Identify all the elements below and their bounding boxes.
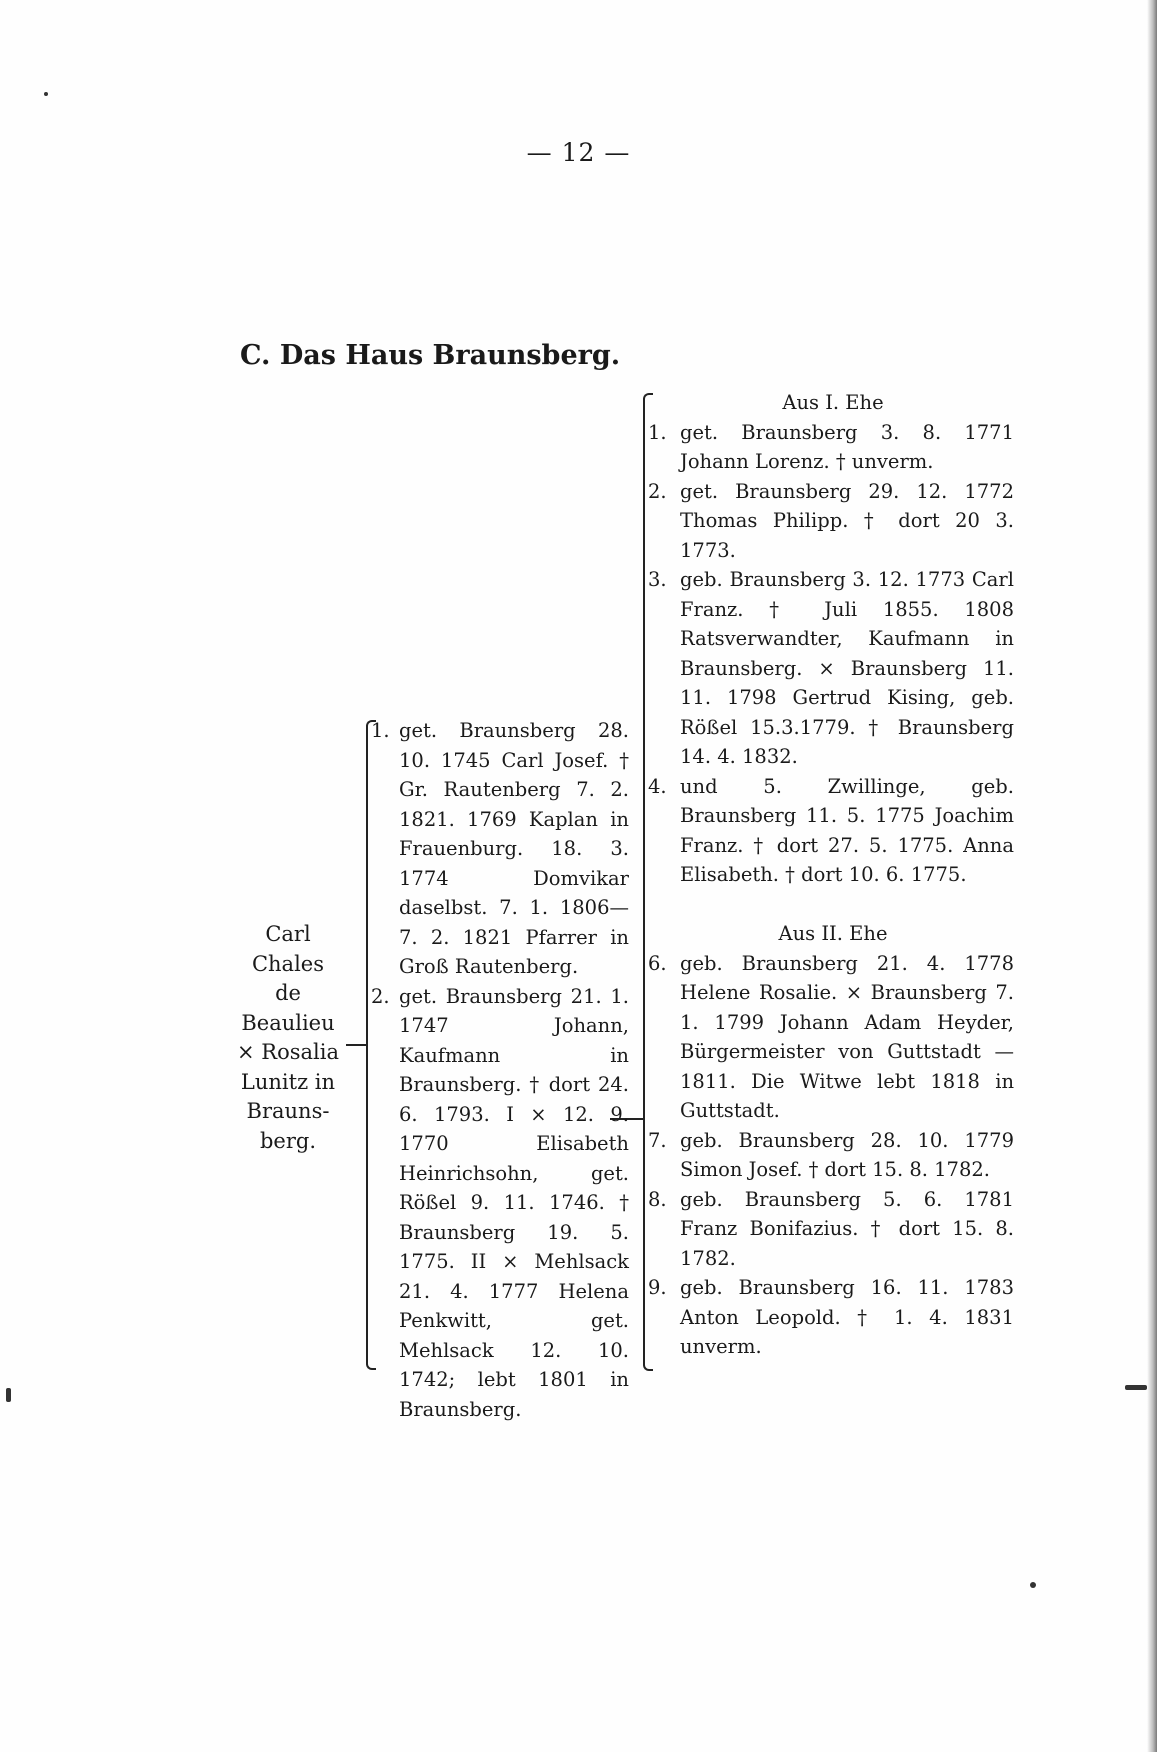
connector-line [346,1044,366,1046]
entry-text: und 5. Zwillinge, geb. Braunsberg 11. 5. 1775 Joachim Franz. † dort 27. 5. 1775. Anna Elisabeth. † dort 10. 6. 1775. [680,774,1014,886]
root-person-line: Beaulieu [241,1010,335,1035]
page-number: — 12 — [526,138,631,167]
root-person-line: × Rosalia [237,1040,339,1064]
list-item [371,716,629,982]
entry-number: 2. [371,984,390,1008]
list-item [648,772,1014,890]
entry-text: get. Braunsberg 29. 12. 1772 Thomas Philipp. † dort 20 3. 1773. [680,479,1014,562]
speck [1030,1582,1036,1588]
root-person-line: Brauns- [246,1099,330,1123]
spacer [652,890,1014,920]
root-person-line: Carl [265,922,311,946]
list-item [648,1273,1014,1362]
list-item [648,565,1014,772]
entry-number: 7. [648,1128,667,1152]
entry-text: get. Braunsberg 3. 8. 1771 Johann Lorenz. † unverm. [680,420,1014,473]
list-item [371,982,629,1425]
list-item [648,418,1014,477]
root-person-line: Lunitz in [240,1069,336,1094]
entry-number: 6. [648,951,667,975]
speck [6,1388,11,1402]
entry-number: 4. [648,774,667,798]
root-person-line: de [275,981,301,1005]
entry-text: geb. Braunsberg 3. 12. 1773 Carl Franz. † Juli 1855. 1808 Ratsverwandter, Kaufmann in Braunsberg. × Braunsberg 11. 11. 1798 Gertrud Kising, geb. Rößel 15.3.1779. † Braunsberg 14. 4. 1832. [680,568,1014,768]
section-title: C. Das Haus Braunsberg. [240,340,621,371]
root-person-line: Chales [251,951,325,976]
entry-text: geb. Braunsberg 5. 6. 1781 Franz Bonifazius. † dort 15. 8. 1782. [680,1187,1014,1270]
entry-number: 3. [648,568,667,591]
entry-text: geb. Braunsberg 16. 11. 1783 Anton Leopold. † 1. 4. 1831 unverm. [680,1276,1014,1358]
list-item [648,1126,1014,1185]
entry-number: 8. [648,1187,667,1211]
list-item [648,949,1014,1126]
speck [1125,1385,1147,1390]
entry-text: geb. Braunsberg 21. 4. 1778 Helene Rosalie. × Braunsberg 7. 1. 1799 Johann Adam Heyder, Bürgermeister von Guttstadt — 1811. Die Witwe lebt 1818 in Guttstadt. [680,951,1014,1122]
generation3-list [648,388,1014,1362]
generation2-list [371,716,629,1424]
entry-number: 2. [648,479,667,503]
root-person [234,920,342,1156]
entry-text: get. Braunsberg 28. 10. 1745 Carl Josef. † Gr. Rautenberg 7. 2. 1821. 1769 Kaplan in Frauenburg. 18. 3. 1774 Domvikar daselbst. 7. 1. 1806—7. 2. 1821 Pfarrer in Groß Rautenberg. [399,719,629,978]
entry-text: get. Braunsberg 21. 1. 1747 Johann, Kaufmann in Braunsberg. † dort 24. 6. 1793. I × 12. 9. 1770 Elisabeth Heinrichsohn, get. Rößel 9. 11. 1746. † Braunsberg 19. 5. 1775. II × Mehlsack 21. 4. 1777 Helena Penkwitt, get. Mehlsack 12. 10. 1742; lebt 1801 in Braunsberg. [399,984,629,1421]
list-item [648,1185,1014,1274]
speck [44,92,48,96]
marriage-heading: Aus II. Ehe [778,922,888,945]
entry-number: 1. [371,719,390,742]
root-person-line: berg. [259,1128,317,1153]
marriage-heading: Aus I. Ehe [782,391,884,414]
page-edge-shadow [1147,0,1157,1752]
entry-number: 9. [648,1276,667,1299]
entry-text: geb. Braunsberg 28. 10. 1779 Simon Josef. † dort 15. 8. 1782. [680,1128,1014,1181]
entry-number: 1. [648,420,667,444]
list-item [648,477,1014,566]
